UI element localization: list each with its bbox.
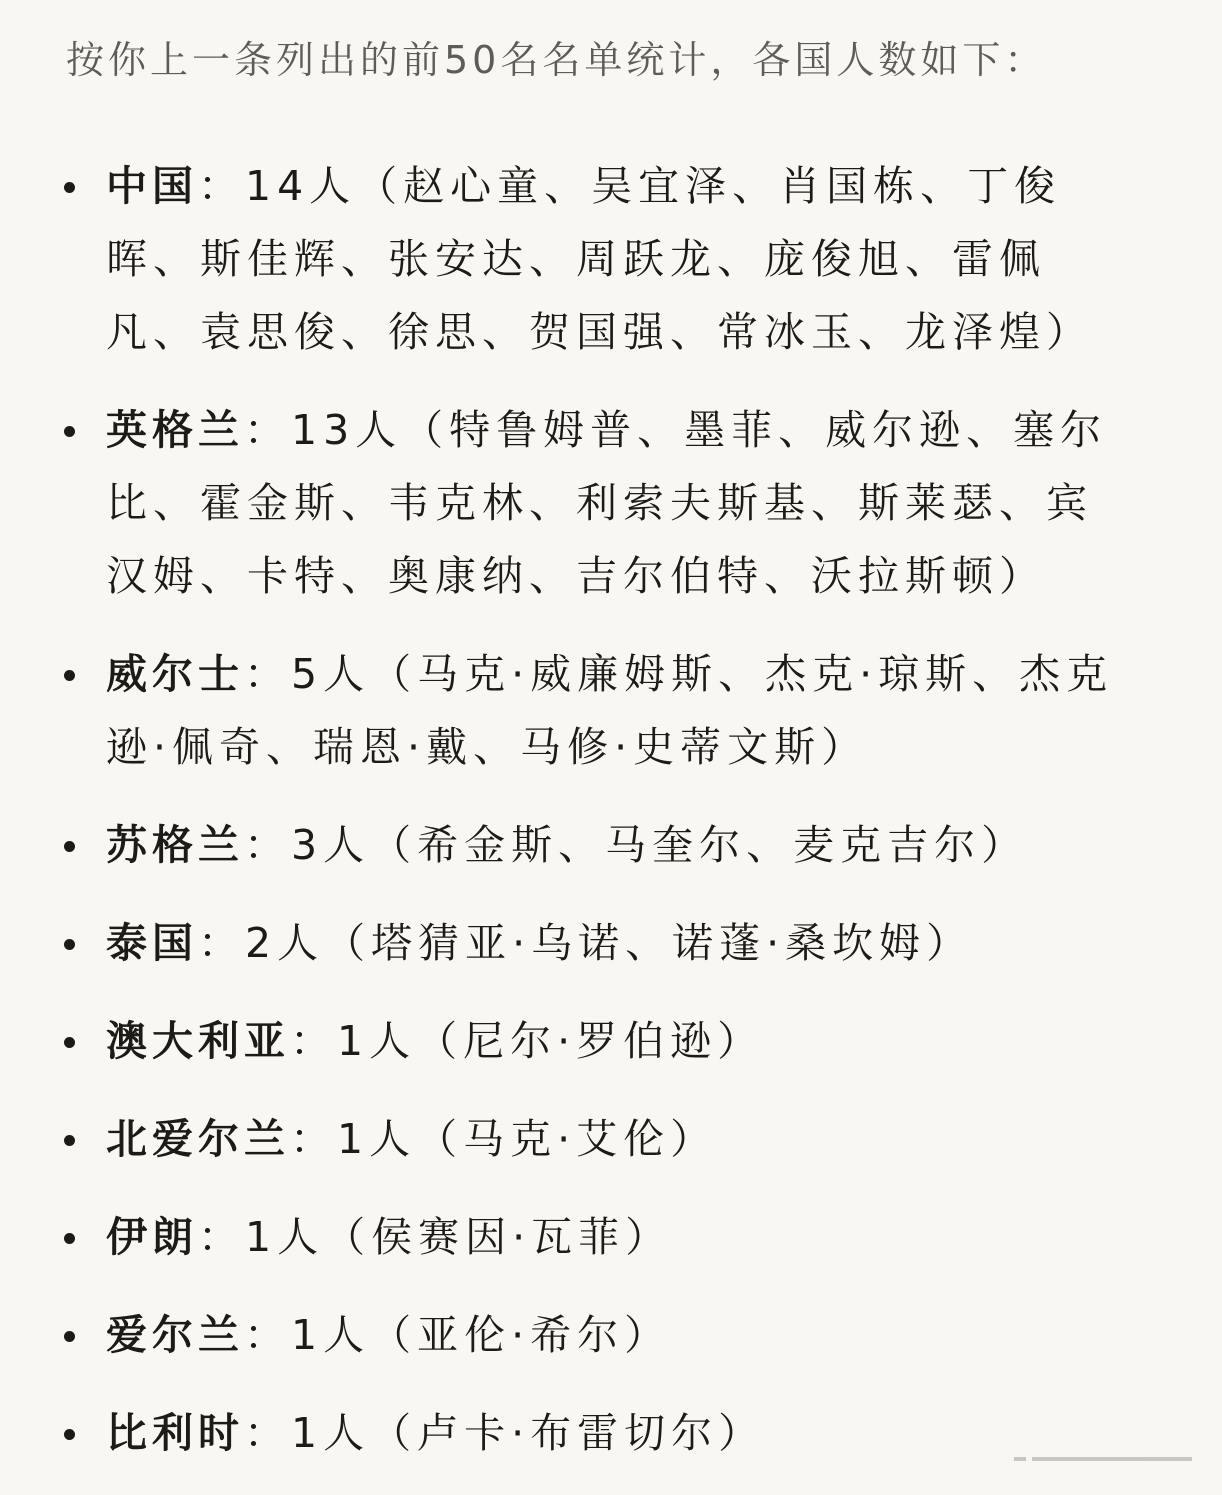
watermark [1014,1446,1204,1472]
list-item [0,150,1136,369]
player-count: 13人 [291,406,403,454]
country-name: 爱尔兰 [106,1311,244,1359]
player-count: 5人 [291,650,371,698]
list-item [0,1103,1136,1176]
colon: ： [290,1115,337,1163]
country-list [0,150,1222,1495]
country-name: 北爱尔兰 [106,1115,290,1163]
player-names: （特鲁姆普、墨菲、威尔逊、塞尔比、霍金斯、韦克林、利索夫斯基、斯莱瑟、宾汉姆、卡特、奥康纳、吉尔伯特、沃拉斯顿） [106,406,1108,600]
country-name: 比利时 [106,1409,244,1457]
country-name: 泰国 [106,919,198,967]
watermark-mark [1032,1457,1192,1461]
player-count: 1人 [245,1213,325,1261]
player-names: （尼尔·罗伯逊） [416,1017,765,1065]
country-name: 中国 [106,162,198,210]
country-name: 威尔士 [106,650,244,698]
player-names: （马克·艾伦） [416,1115,718,1163]
player-count: 14人 [245,162,357,210]
player-names: （马克·威廉姆斯、杰克·琼斯、杰克逊·佩奇、瑞恩·戴、马修·史蒂文斯） [106,650,1114,771]
colon: ： [290,1017,337,1065]
country-name: 澳大利亚 [106,1017,290,1065]
player-names: （亚伦·希尔） [370,1311,672,1359]
list-item [0,1397,1136,1470]
player-count: 1人 [291,1409,371,1457]
player-count: 2人 [245,919,325,967]
player-names: （希金斯、马奎尔、麦克吉尔） [370,821,1029,869]
player-count: 1人 [337,1017,417,1065]
player-count: 1人 [337,1115,417,1163]
player-count: 1人 [291,1311,371,1359]
player-names: （卢卡·布雷切尔） [370,1409,766,1457]
colon: ： [244,406,291,454]
player-names: （塔猜亚·乌诺、诺蓬·桑坎姆） [324,919,974,967]
watermark-mark [1014,1457,1026,1461]
colon: ： [198,919,245,967]
list-item [0,1299,1136,1372]
country-name: 伊朗 [106,1213,198,1261]
colon: ： [244,650,291,698]
list-item [0,907,1136,980]
list-item [0,394,1136,613]
colon: ： [198,1213,245,1261]
list-item [0,1005,1136,1078]
list-item [0,638,1136,784]
colon: ： [244,821,291,869]
colon: ： [198,162,245,210]
player-names: （侯赛因·瓦菲） [324,1213,673,1261]
country-name: 英格兰 [106,406,244,454]
colon: ： [244,1311,291,1359]
player-names: （赵心童、吴宜泽、肖国栋、丁俊晖、斯佳辉、张安达、周跃龙、庞俊旭、雷佩凡、袁思俊、徐思、贺国强、常冰玉、龙泽煌） [106,162,1093,356]
colon: ： [244,1409,291,1457]
player-count: 3人 [291,821,371,869]
country-name: 苏格兰 [106,821,244,869]
list-item [0,809,1136,882]
list-item [0,1201,1136,1274]
intro-text: 按你上一条列出的前50名名单统计，各国人数如下： [66,38,1047,82]
